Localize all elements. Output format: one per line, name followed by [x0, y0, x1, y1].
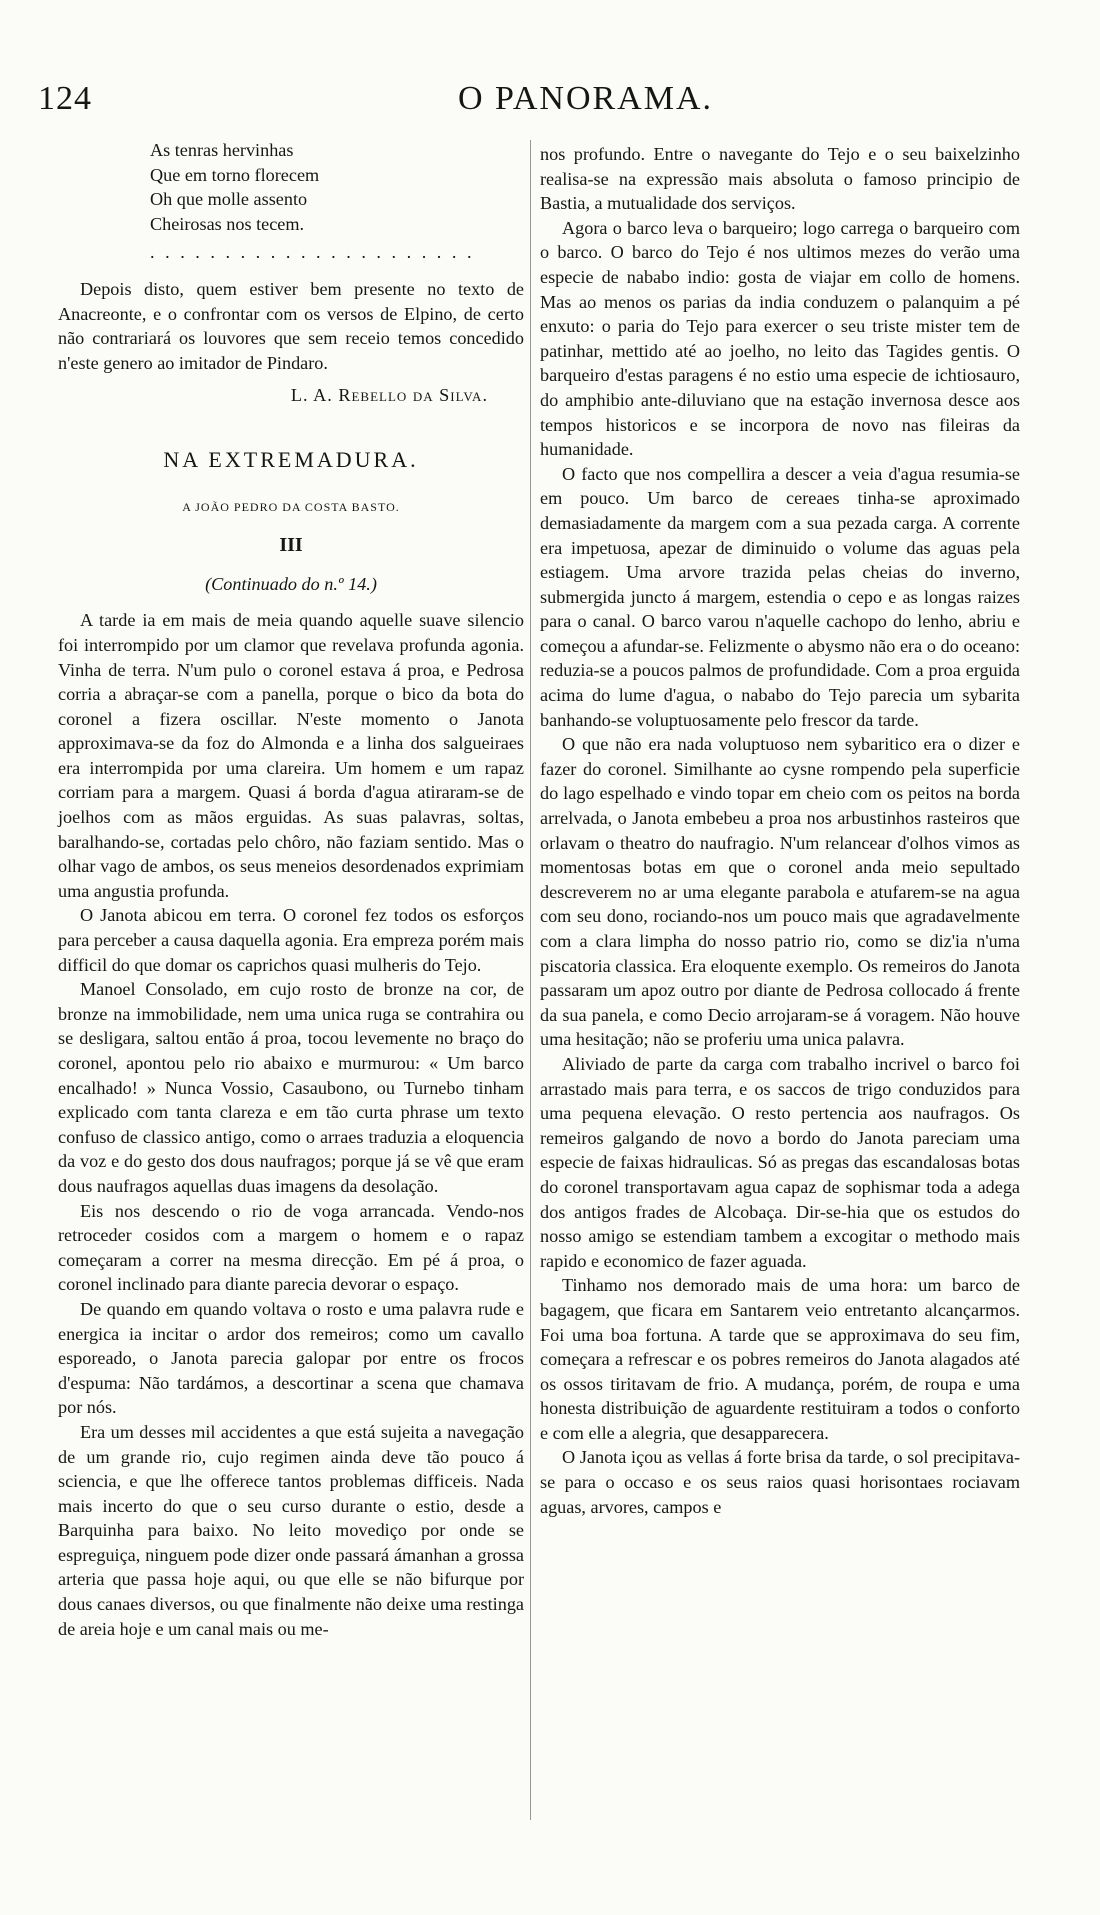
poem-verse [150, 138, 524, 236]
running-title: O PANORAMA. [458, 80, 714, 117]
paragraph: O facto que nos compellira a descer a veia d'agua resumia-se em pouco. Um barco de cereaes tinha-se aproximado demasiadamente da margem com a sua pezada carga. A corrente era impetuosa, apezar de diminuido o volume das aguas pela estiagem. Uma arvore trazida pelas cheias do inverno, submergida juncto á margem, estendia o cepo e as longas raizes para o canal. O barco varou n'aquelle cachopo do lenho, abriu e começou a afundar-se. Felizmente o abysmo não era o do oceano: reduzia-se a poucos palmos de profundidade. Com a proa erguida acima do lume d'agua, o nababo do Tejo parecia um sybarita banhando-se voluptuosamente pelo frescor da tarde. [540, 463, 1020, 730]
paragraph: A tarde ia em mais de meia quando aquelle suave silencio foi interrompido por um clamor que revelava profunda agonia. Vinha de terra. N'um pulo o coronel estava á proa, e Pedrosa corria a abraçar-se com a panella, porque o bico da bota do coronel a fizera oscillar. N'este momento o Janota approximava-se da foz do Almonda e a linha dos salgueiraes era interrompida por uma clareira. Um homem e um rapaz corriam para a margem. Quasi á borda d'agua atiraram-se de joelhos com as mãos erguidas. As suas palavras, soltas, baralhando-se, cortadas pelo chôro, não faziam sentido. Mas o olhar vago de ambos, os seus meneios desordenados exprimiam uma angustia profunda. [58, 610, 524, 901]
paragraph: Depois disto, quem estiver bem presente no texto de Anacreonte, e o confrontar com os versos de Elpino, de certo não contrariará os louvores que sem receio temos concedido n'este genero ao imitador de Pindaro. [58, 278, 524, 373]
paragraph: Aliviado de parte da carga com trabalho incrivel o barco foi arrastado mais para terra, e os saccos de trigo conduzidos para uma pequena elevação. O resto pertencia aos naufragos. Os remeiros galgando de novo a bordo do Janota pareciam uma especie de faixas hidraulicas. Só as pregas das escandalosas botas do coronel transportavam agua capaz de sophismar toda a adega dos antigos frades de Alcobaça. Dir-se-hia que os estudos do nosso amigo se estendiam tambem a excogitar o methodo mais rapido e economico de fazer aguada. [540, 1053, 1020, 1271]
verse-line: Oh que molle assento [150, 189, 308, 210]
left-column [58, 138, 524, 1641]
page-header [38, 80, 1028, 120]
article-title: NA EXTREMADURA. [163, 446, 419, 472]
continued-note: (Continuado do n.º 14.) [205, 573, 377, 594]
paragraph: O Janota içou as vellas á forte brisa da tarde, o sol precipitava-se para o occaso e os seus raios quasi horisontaes rociavam aguas, arvores, campos e [540, 1447, 1020, 1517]
author-signature: L. A. Rebello da Silva. [290, 385, 488, 406]
column-divider [530, 140, 531, 1820]
paragraph: nos profundo. Entre o navegante do Tejo e o seu baixelzinho realisa-se na expressão mais absoluta o famoso principio de Bastia, a mutualidade dos serviços. [540, 144, 1020, 214]
part-number: III [279, 534, 303, 557]
paragraph: Era um desses mil accidentes a que está sujeita a navegação de um grande rio, cujo regimen ainda deve tão pouco á sciencia, e que lhe offerece tantos problemas difficeis. Nada mais incerto do que o seu curso durante o estio, desde a Barquinha para baixo. No leito movediço por onde se espreguiça, ninguem pode dizer onde passará ámanhan a grossa arteria que passa hoje aqui, ou que elle se não bifurque por dous canaes diversos, ou que finalmente não deixe uma restinga de areia hoje e um canal mais ou me- [58, 1421, 524, 1639]
paragraph: Manoel Consolado, em cujo rosto de bronze na cor, de bronze na immobilidade, nem uma unica ruga se contrahira ou se desligara, saltou então á proa, tocou levemente no braço do coronel, apontou pelo rio abaixo e murmurou: « Um barco encalhado! » Nunca Vossio, Casaubono, ou Turnebo tinham explicado com tanta clareza e em tão curta phrase um texto confuso de classico antigo, como o arraes traduzia a eloquencia da voz e do gesto dos dous naufragos; porque já se vê que eram dous naufragos aquellas duas imagens da desolação. [58, 979, 524, 1196]
paragraph: O que não era nada voluptuoso nem sybaritico era o dizer e fazer do coronel. Similhante ao cysne rompendo pela superficie do lago espelhado e vindo topar em cheio com os peitos na borda arrelvada, o Janota embebeu a proa nos arbustinhos rasteiros que orlavam o theatro do naufragio. N'um relancear d'olhos vimos as momentosas botas em que o coronel anda meio sepultado descreverem no ar uma elegante parabola e atufarem-se na agua com seu dono, rociando-nos um pouco mais que agradavelmente com a clara limpha do nosso patrio rio, como se diz'ia n'uma piscatoria classica. Era eloquente exemplo. Os remeiros do Janota passaram um apoz outro por diante de Pedrosa collocado á frente da sua panela, e como Decio arrojaram-se á voragem. Não houve uma hesitação; não se proferiu uma unica palavra. [540, 734, 1020, 1050]
page-number: 124 [38, 80, 92, 117]
paragraph: Eis nos descendo o rio de voga arrancada. Vendo-nos retroceder cosidos com a margem o homem e o rapaz começaram a correr na mesma direcção. Em pé á proa, o coronel inclinado para diante parecia devorar o espaço. [58, 1200, 524, 1295]
verse-line: Cheirosas nos tecem. [150, 213, 305, 234]
verse-line: Que em torno florecem [150, 164, 320, 185]
right-column [540, 142, 1020, 1519]
ellipsis-dots: . . . . . . . . . . . . . . . . . . . . . . [150, 242, 475, 263]
dedication: A JOÃO PEDRO DA COSTA BASTO. [182, 499, 400, 514]
verse-line: As tenras hervinhas [150, 140, 294, 160]
paragraph: Tinhamo nos demorado mais de uma hora: um barco de bagagem, que ficara em Santarem veio entretanto alcançarmos. Foi uma boa fortuna. A tarde que se approximava do seu fim, começara a refrescar e os pobres remeiros do Janota alagados até os ossos tiritavam de frio. A mudança, porém, de roupa e uma honesta distribuição de aguardente restituiram a todos o conforto e com elle a alegria, que desapparecera. [540, 1275, 1020, 1443]
paragraph: O Janota abicou em terra. O coronel fez todos os esforços para perceber a causa daquella agonia. Era empreza porém mais difficil do que domar os caprichos quasi mulheris do Tejo. [58, 905, 524, 975]
paragraph: Agora o barco leva o barqueiro; logo carrega o barqueiro com o barco. O barco do Tejo é nos ultimos mezes do verão uma especie de nababo indio: gosta de viajar em collo de homens. Mas ao menos os parias da india conduzem o palanquim a pé enxuto: o paria do Tejo para exercer o seu triste mister tem de patinhar, mettido até ao joelho, no leito das Tagides gentis. O barqueiro d'estas paragens é no estio uma especie de ichtiosauro, do amphibio ante-diluviano que na estação invernosa desce aos tempos historicos e se incorpora de novo nas fileiras da humanidade. [540, 217, 1020, 460]
paragraph: De quando em quando voltava o rosto e uma palavra rude e energica ia incitar o ardor dos remeiros; como um cavallo esporeado, o Janota parecia galopar por entre os frocos d'espuma: Não tardámos, a descortinar a scena que chamava por nós. [58, 1298, 524, 1418]
